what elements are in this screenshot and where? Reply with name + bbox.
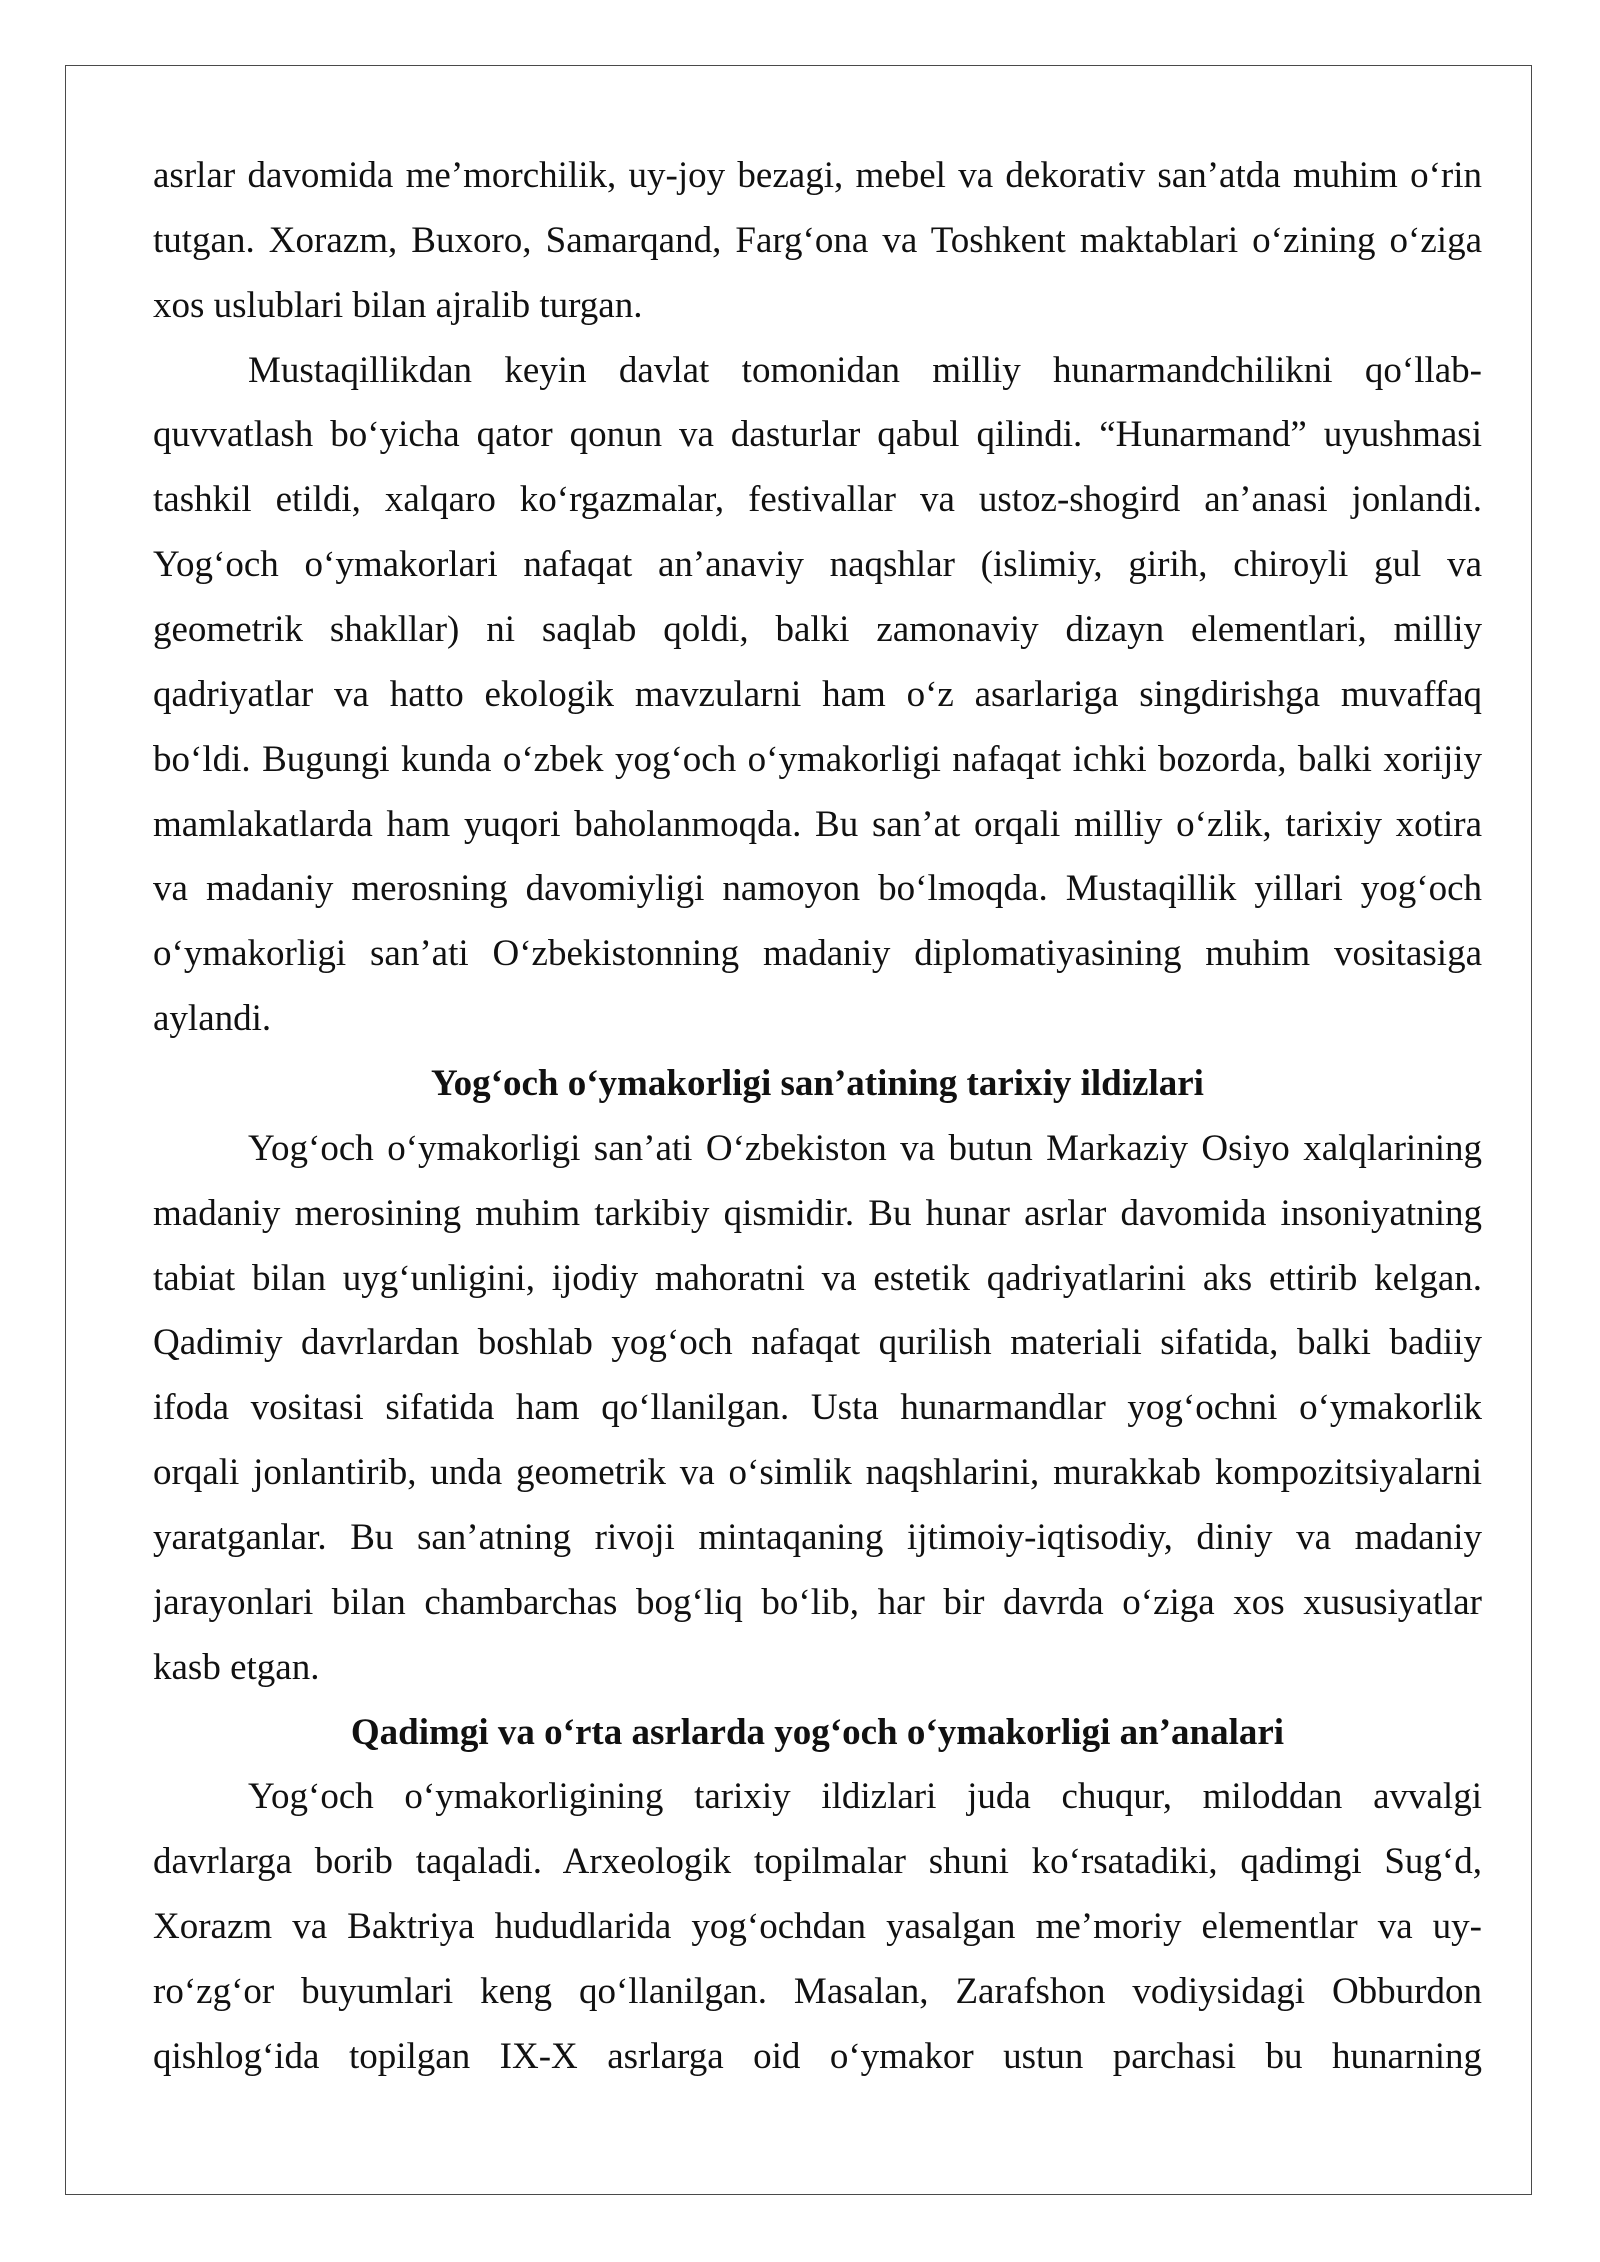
paragraph-2 [153,339,1482,1052]
paragraph-2-line-1: Mustaqillikdan keyin davlat tomonidan milliy hunarmandchilikni qo‘llab- [248,349,1482,391]
document-body [153,144,1482,2090]
paragraph-2-line-6: qadriyatlar va hatto ekologik mavzularni ham o‘z asarlariga singdirishga muvaffaq [153,673,1482,715]
paragraph-1-line-2: tutgan. Xorazm, Buxoro, Samarqand, Farg‘ona va Toshkent maktablari o‘zining o‘ziga [153,219,1482,261]
paragraph-4 [153,1765,1482,2089]
paragraph-1-line-3: xos uslublari bilan ajralib turgan. [153,284,643,326]
paragraph-1-line-1: asrlar davomida me’morchilik, uy-joy bezagi, mebel va dekorativ san’atda muhim o‘rin [153,155,1482,196]
section-heading-1: Yog‘och o‘ymakorligi san’atining tarixiy ildizlari [431,1063,1204,1105]
paragraph-2-line-4: Yog‘och o‘ymakorlari nafaqat an’anaviy naqshlar (islimiy, girih, chiroyli gul va [153,544,1482,586]
section-heading-2: Qadimgi va o‘rta asrlarda yog‘och o‘ymakorligi an’analari [350,1711,1285,1753]
paragraph-2-line-3: tashkil etildi, xalqaro ko‘rgazmalar, festivallar va ustoz-shogird an’anasi jonlandi. [153,479,1482,521]
paragraph-3-line-6: orqali jonlantirib, unda geometrik va o‘simlik naqshlarini, murakkab kompozitsiyalarni [153,1452,1482,1494]
paragraph-2-line-7: bo‘ldi. Bugungi kunda o‘zbek yog‘och o‘ymakorligi nafaqat ichki bozorda, balki xorijiy [153,738,1482,780]
paragraph-3-line-9: kasb etgan. [153,1646,320,1688]
paragraph-3-line-4: Qadimiy davrlardan boshlab yog‘och nafaqat qurilish materiali sifatida, balki badiiy [153,1322,1482,1364]
paragraph-4-line-4: ro‘zg‘or buyumlari keng qo‘llanilgan. Masalan, Zarafshon vodiysidagi Obburdon [153,1971,1482,2013]
paragraph-2-line-9: va madaniy merosning davomiyligi namoyon bo‘lmoqda. Mustaqillik yillari yog‘och [153,868,1482,910]
paragraph-3-line-1: Yog‘och o‘ymakorligi san’ati O‘zbekiston va butun Markaziy Osiyo xalqlarining [248,1127,1482,1169]
paragraph-4-line-2: davrlarga borib taqaladi. Arxeologik topilmalar shuni ko‘rsatadiki, qadimgi Sug‘d, [153,1841,1482,1883]
paragraph-3 [153,1117,1482,1701]
paragraph-4-line-1: Yog‘och o‘ymakorligining tarixiy ildizlari juda chuqur, miloddan avvalgi [248,1776,1482,1818]
paragraph-2-line-2: quvvatlash bo‘yicha qator qonun va dasturlar qabul qilindi. “Hunarmand” uyushmasi [153,414,1482,456]
paragraph-2-line-8: mamlakatlarda ham yuqori baholanmoqda. Bu san’at orqali milliy o‘zlik, tarixiy xotira [153,803,1482,845]
paragraph-2-line-5: geometrik shakllar) ni saqlab qoldi, balki zamonaviy dizayn elementlari, milliy [153,609,1482,651]
paragraph-3-line-5: ifoda vositasi sifatida ham qo‘llanilgan. Usta hunarmandlar yog‘ochni o‘ymakorlik [153,1387,1482,1429]
paragraph-2-line-11: aylandi. [153,998,272,1040]
paragraph-4-line-5: qishlog‘ida topilgan IX-X asrlarga oid o‘ymakor ustun parchasi bu hunarning [153,2035,1482,2077]
paragraph-3-line-7: yaratganlar. Bu san’atning rivoji mintaqaning ijtimoiy-iqtisodiy, diniy va madaniy [153,1517,1482,1559]
paragraph-2-line-10: o‘ymakorligi san’ati O‘zbekistonning madaniy diplomatiyasining muhim vositasiga [153,933,1482,975]
paragraph-3-line-8: jarayonlari bilan chambarchas bog‘liq bo‘lib, har bir davrda o‘ziga xos xususiyatlar [153,1581,1482,1623]
paragraph-3-line-3: tabiat bilan uyg‘unligini, ijodiy mahoratni va estetik qadriyatlarini aks ettirib kelgan. [153,1257,1482,1299]
paragraph-1 [153,144,1482,339]
paragraph-4-line-3: Xorazm va Baktriya hududlarida yog‘ochdan yasalgan me’moriy elementlar va uy- [153,1906,1482,1948]
paragraph-3-line-2: madaniy merosining muhim tarkibiy qismidir. Bu hunar asrlar davomida insoniyatning [153,1192,1482,1234]
